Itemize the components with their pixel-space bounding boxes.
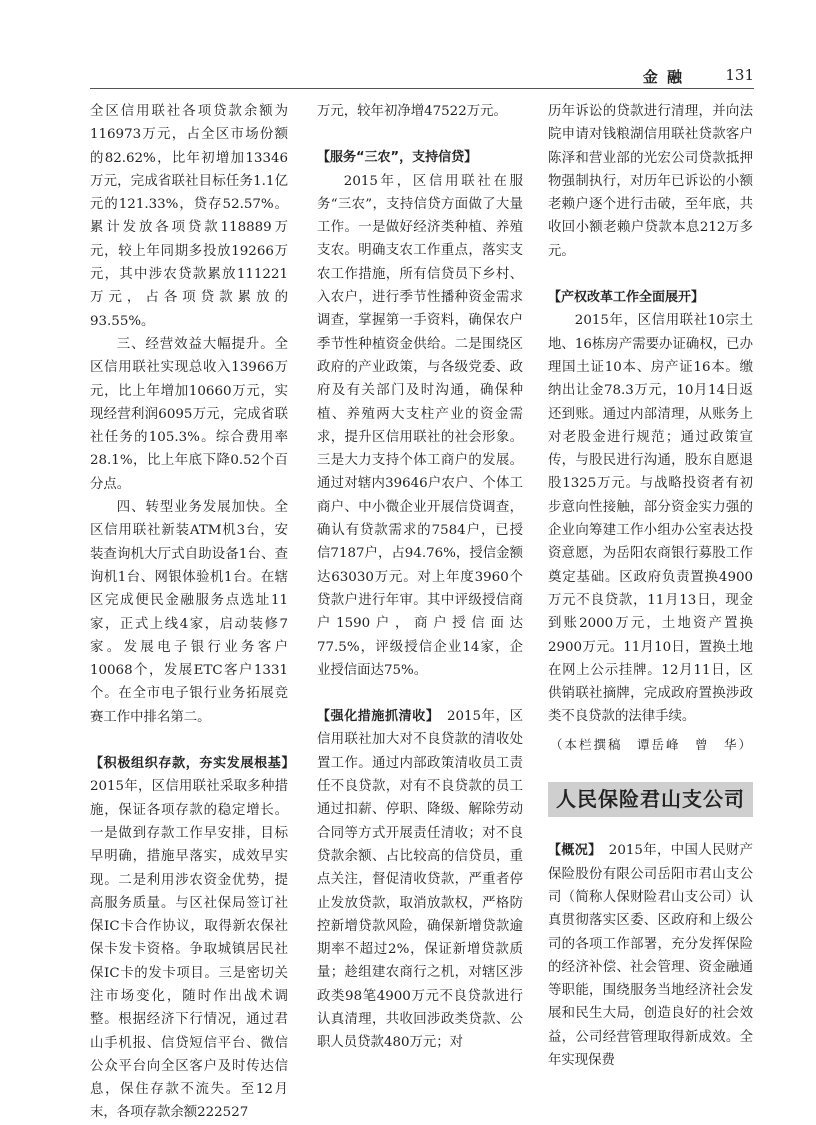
page-header: [90, 64, 754, 88]
paragraph: 2015年，区信用联社10宗土地、16栋房产需要办证确权，已办理国土证10本、房产证16本。缴纳出让金78.3万元，10月14日返还到账。通过内部清理，从账务上对老股金进行规范；通过政策宣传，与股民进行沟通，股东自愿退股1325万元。与战略投资者有初步意向性接触，部分资金实力强的企业向筹建工作小组办公室表达投资意愿，为岳阳农商银行募股工作奠定基础。区政府负责置换4900万元不良贷款，11月13日，现金到账2000万元，土地资产置换2900万元。11月10日，置换土地在网上公示挂牌。12月11日，区供销联社摘牌，完成政府置换涉政类不良贷款的法律手续。: [548, 313, 753, 725]
paragraph-text: 2015年，中国人民财产保险股份有限公司岳阳市君山支公司（简称人保财险君山支公司）认真贯彻落实区委、区政府和上级公司的各项工作部署，充分发挥保险的经济补偿、社会管理、资金融通等职能，围绕服务当地经济社会发展和民生大局，创造良好的社会效益，公司经营管理取得新成效。全年实现保费: [548, 843, 754, 1068]
paragraph: 2015年，区信用联社在服务“三农”，支持信贷方面做了大量工作。一是做好经济类种植、养殖支农。明确支农工作重点，落实支农工作措施，所有信贷员下乡村、入农户，进行季节性播种资金需求调查，掌握第一手资料，确保农户季节性种植资金供给。二是围绕区政府的产业政策，与各级党委、政府及有关部门及时沟通，确保种植、养殖两大支柱产业的资金需求，提升区信用联社的社会形象。三是大力支持个体工商户的发展。通过对辖内39646户农户、个体工商户、中小微企业开展信贷调查，确认有贷款需求的7584户，已授信7187户，占94.76%，授信金额达63030万元。对上年度3960个贷款户进行年审。其中评级授信商户1590户，商户授信面达77.5%，评级授信企业14家，企业授信面达75%。: [317, 173, 523, 678]
paragraph: 万元，较年初净增47522万元。: [317, 104, 507, 119]
heading-text: 【产权改革工作全面展开】: [548, 290, 705, 306]
paragraph: [548, 839, 753, 1072]
paragraph: [90, 752, 288, 1125]
running-title: 金 融: [642, 68, 684, 86]
column-1: [90, 100, 288, 1125]
section-heading: [317, 146, 523, 169]
paragraph: 三、经营效益大幅提升。全区信用联社实现总收入13966万元，比上年增加10660万元，实现经营利润6095万元，完成省联社任务的105.3%。综合费用率28.1%，比上年底下降0.52个百分点。: [90, 336, 288, 492]
section-heading: 【强化措施抓清收】: [317, 709, 433, 725]
paragraph: 全区信用联社各项贷款余额为116973万元，占全区市场份额的82.62%，比年初增加13346万元，完成省联社目标任务1.1亿元的121.33%，贷存52.57%。累计发放各项贷款118889万元，较上年同期多投放19266万元，其中涉农贷款累放111221万元，占各项贷款累放的93.55%。: [90, 104, 288, 329]
paragraph: [317, 705, 523, 1054]
heading-text: 【服务“三农”，支持信贷】: [317, 150, 478, 166]
column-2: [317, 100, 523, 1055]
paragraph: 四、转型业务发展加快。全区信用联社新装ATM机3台，安装查询机大厅式自助设备1台、查询机1台、网银体验机1台。在辖区完成便民金融服务点选址11家，正式上线4家，启动装修7家。发展电子银行业务客户10068个，发展ETC客户1331个。在全市电子银行业务拓展竞赛工作中排名第二。: [90, 500, 288, 725]
header-rule: [90, 88, 754, 89]
section-heading: 【概况】: [548, 843, 596, 859]
paragraph-text: 2015年，区信用联社加大对不良贷款的清收处置工作。通过内部政策清收员工责任不良贷款，对有不良贷款的员工通过扣薪、停职、降级、解除劳动合同等方式开展责任清收；对不良贷款余额、占比较高的信贷员，重点关注，督促清收贷款，严重者停止发放贷款，取消放款权，严格防控新增贷款风险，确保新增贷款逾期率不超过2%，保证新增贷款质量；趁组建农商行之机，对辖区涉政类98笔4900万元不良贷款进行认真清理，共收回涉政类贷款、公职人员贷款480万元；对: [317, 709, 523, 1051]
section-heading: [548, 286, 753, 309]
page-number: 131: [725, 66, 754, 84]
section-title-box: 人民保险君山支公司: [548, 782, 753, 817]
column-3: [548, 100, 753, 1072]
paragraph-text: 2015年，区信用联社采取多种措施，保证各项存款的稳定增长。一是做到存款工作早安排，目标早明确，措施早落实，成效早实现。二是利用涉农资金优势，提高服务质量。与区社保局签订社保IC卡合作协议，取得新农保社保卡发卡资格。争取城镇居民社保IC卡的发卡项目。三是密切关注市场变化，随时作出战术调整。根据经济下行情况，通过君山手机报、信贷短信平台、微信公众平台向全区客户及时传达信息，保住存款不流失。至12月末，各项存款余额222527: [90, 779, 288, 1121]
paragraph: 历年诉讼的贷款进行清理，并向法院申请对钱粮湖信用联社贷款客户陈泽和营业部的光宏公司贷款抵押物强制执行，对历年已诉讼的小额老赖户逐个进行击破，至年底，共收回小额老赖户贷款本息212万多元。: [548, 104, 753, 259]
section-heading: 【积极组织存款，夯实发展根基】: [90, 756, 288, 772]
byline: （本栏撰稿 谭岳峰 曾 华）: [549, 736, 753, 752]
